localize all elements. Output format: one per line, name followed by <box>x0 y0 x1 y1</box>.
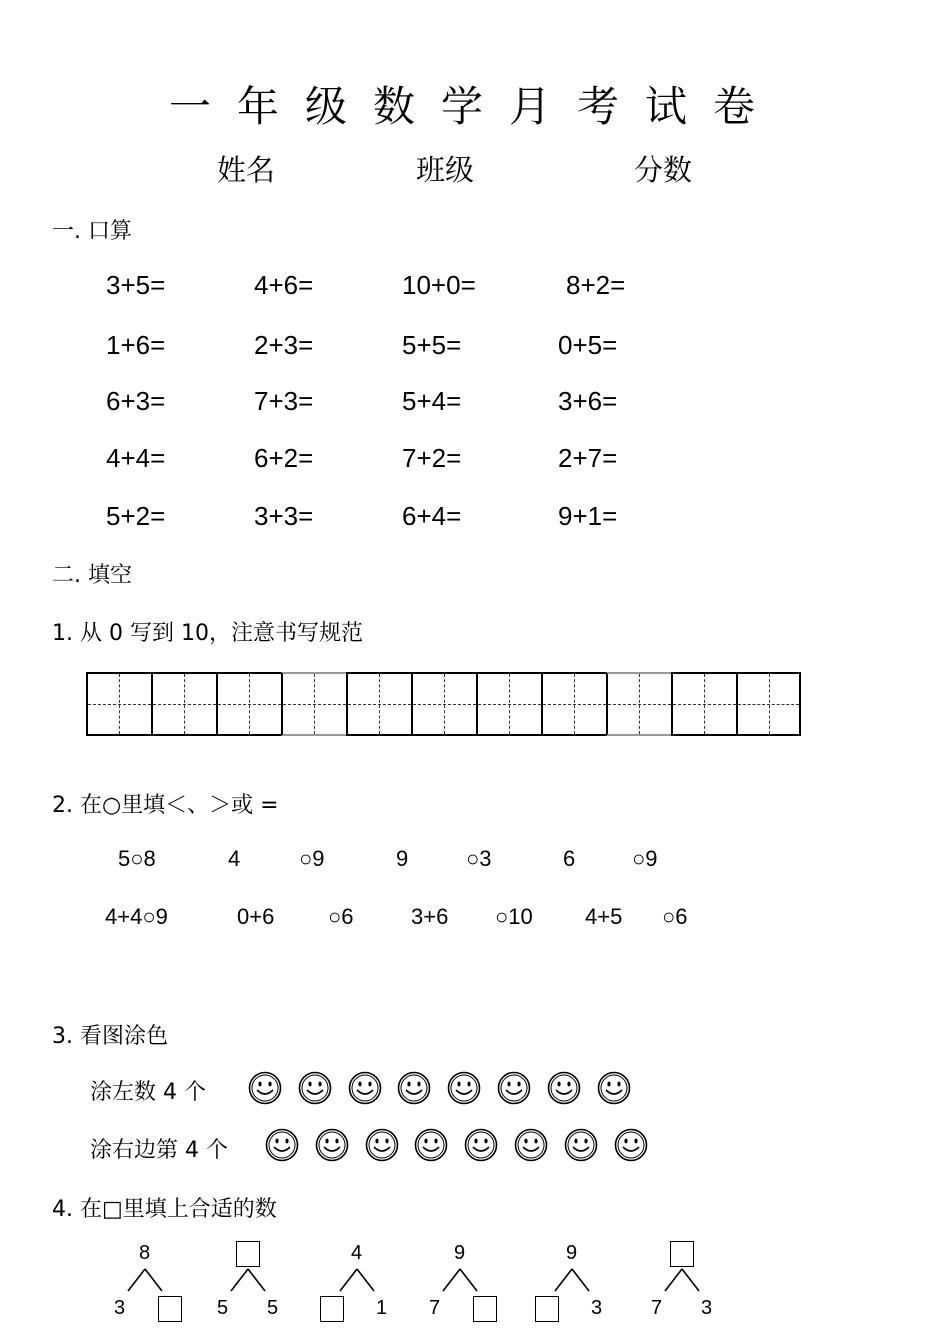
answer-box[interactable] <box>535 1296 559 1322</box>
smiley-face-icon[interactable] <box>248 1071 282 1105</box>
comparison-item: 4+5 <box>585 904 623 929</box>
bond-number: 1 <box>376 1297 388 1319</box>
smiley-face-icon[interactable] <box>414 1128 448 1162</box>
bond-number: 3 <box>591 1297 603 1319</box>
smiley-face-icon[interactable] <box>564 1128 598 1162</box>
smiley-face-icon[interactable] <box>497 1071 531 1105</box>
smiley-face-icon[interactable] <box>597 1071 631 1105</box>
answer-box[interactable] <box>236 1241 260 1267</box>
writing-cell[interactable] <box>411 672 476 736</box>
comparison-item: ○6 <box>328 904 354 929</box>
smiley-face-icon[interactable] <box>514 1128 548 1162</box>
arithmetic-problem: 10+0= <box>402 270 476 300</box>
score-label: 分数 <box>634 153 693 187</box>
arithmetic-problem: 7+3= <box>254 386 314 416</box>
smiley-face-icon[interactable] <box>348 1071 382 1105</box>
smiley-face-icon[interactable] <box>397 1071 431 1105</box>
arithmetic-problem: 4+6= <box>254 270 314 300</box>
bond-branch-lines <box>430 1267 490 1297</box>
page-title: 一年级数学月考试卷 <box>168 82 781 131</box>
arithmetic-problem: 4+4= <box>106 443 166 473</box>
writing-cell[interactable] <box>281 672 346 736</box>
name-label: 姓名 <box>217 153 276 187</box>
class-label: 班级 <box>416 153 475 187</box>
smiley-face-icon[interactable] <box>315 1128 349 1162</box>
smiley-face-icon[interactable] <box>464 1128 498 1162</box>
comparison-item: 4+4○9 <box>105 904 168 929</box>
bond-number: 7 <box>429 1297 441 1319</box>
answer-box[interactable] <box>320 1296 344 1322</box>
writing-cell[interactable] <box>476 672 541 736</box>
comparison-item: ○3 <box>466 846 492 871</box>
writing-cell[interactable] <box>541 672 606 736</box>
writing-cell[interactable] <box>346 672 411 736</box>
arithmetic-problem: 0+5= <box>558 330 618 360</box>
smiley-face-icon[interactable] <box>547 1071 581 1105</box>
question-4-text: 4. 在□里填上合适的数 <box>52 1197 277 1222</box>
arithmetic-problem: 6+2= <box>254 443 314 473</box>
bond-branch-lines <box>652 1267 712 1297</box>
writing-cell[interactable] <box>671 672 736 736</box>
question-3-text: 3. 看图涂色 <box>52 1024 168 1049</box>
bond-number: 5 <box>267 1297 279 1319</box>
bond-number: 9 <box>454 1242 466 1264</box>
section-1-heading: 一. 口算 <box>52 219 132 244</box>
answer-box[interactable] <box>473 1296 497 1322</box>
comparison-item: 0+6 <box>237 904 275 929</box>
bond-number: 8 <box>139 1242 151 1264</box>
section-2-heading: 二. 填空 <box>52 563 132 588</box>
comparison-item: ○6 <box>662 904 688 929</box>
bond-branch-lines <box>327 1267 387 1297</box>
arithmetic-problem: 5+4= <box>402 386 462 416</box>
arithmetic-problem: 3+3= <box>254 501 314 531</box>
smiley-face-icon[interactable] <box>265 1128 299 1162</box>
arithmetic-problem: 5+5= <box>402 330 462 360</box>
comparison-item: 6 <box>563 846 576 871</box>
arithmetic-problem: 9+1= <box>558 501 618 531</box>
writing-grid <box>86 672 801 736</box>
bond-branch-lines <box>218 1267 278 1297</box>
smiley-face-icon[interactable] <box>298 1071 332 1105</box>
comparison-item: 5○8 <box>118 846 156 871</box>
comparison-item: ○10 <box>495 904 533 929</box>
writing-cell[interactable] <box>151 672 216 736</box>
color-right-label: 涂右边第 4 个 <box>90 1138 228 1163</box>
arithmetic-problem: 3+5= <box>106 270 166 300</box>
bond-number: 4 <box>351 1242 363 1264</box>
arithmetic-problem: 5+2= <box>106 501 166 531</box>
writing-cell[interactable] <box>606 672 671 736</box>
arithmetic-problem: 1+6= <box>106 330 166 360</box>
arithmetic-problem: 2+3= <box>254 330 314 360</box>
writing-cell[interactable] <box>736 672 801 736</box>
writing-cell[interactable] <box>216 672 281 736</box>
comparison-item: 4 <box>228 846 241 871</box>
bond-branch-lines <box>115 1267 175 1297</box>
arithmetic-problem: 6+4= <box>402 501 462 531</box>
answer-box[interactable] <box>670 1241 694 1267</box>
bond-number: 3 <box>114 1297 126 1319</box>
arithmetic-problem: 6+3= <box>106 386 166 416</box>
arithmetic-problem: 8+2= <box>566 270 626 300</box>
color-left-label: 涂左数 4 个 <box>90 1080 206 1105</box>
comparison-item: 9 <box>396 846 409 871</box>
arithmetic-problem: 3+6= <box>558 386 618 416</box>
bond-number: 3 <box>701 1297 713 1319</box>
bond-number: 5 <box>217 1297 229 1319</box>
arithmetic-problem: 7+2= <box>402 443 462 473</box>
smiley-face-icon[interactable] <box>614 1128 648 1162</box>
smiley-face-icon[interactable] <box>447 1071 481 1105</box>
question-2-text: 2. 在○里填＜、＞或 = <box>52 793 279 818</box>
question-1-text: 1. 从 0 写到 10，注意书写规范 <box>52 621 363 646</box>
bond-branch-lines <box>542 1267 602 1297</box>
writing-cell[interactable] <box>86 672 151 736</box>
comparison-item: 3+6 <box>411 904 449 929</box>
smiley-face-icon[interactable] <box>365 1128 399 1162</box>
comparison-item: ○9 <box>632 846 658 871</box>
comparison-item: ○9 <box>299 846 325 871</box>
bond-number: 9 <box>566 1242 578 1264</box>
bond-number: 7 <box>651 1297 663 1319</box>
answer-box[interactable] <box>158 1296 182 1322</box>
arithmetic-problem: 2+7= <box>558 443 618 473</box>
